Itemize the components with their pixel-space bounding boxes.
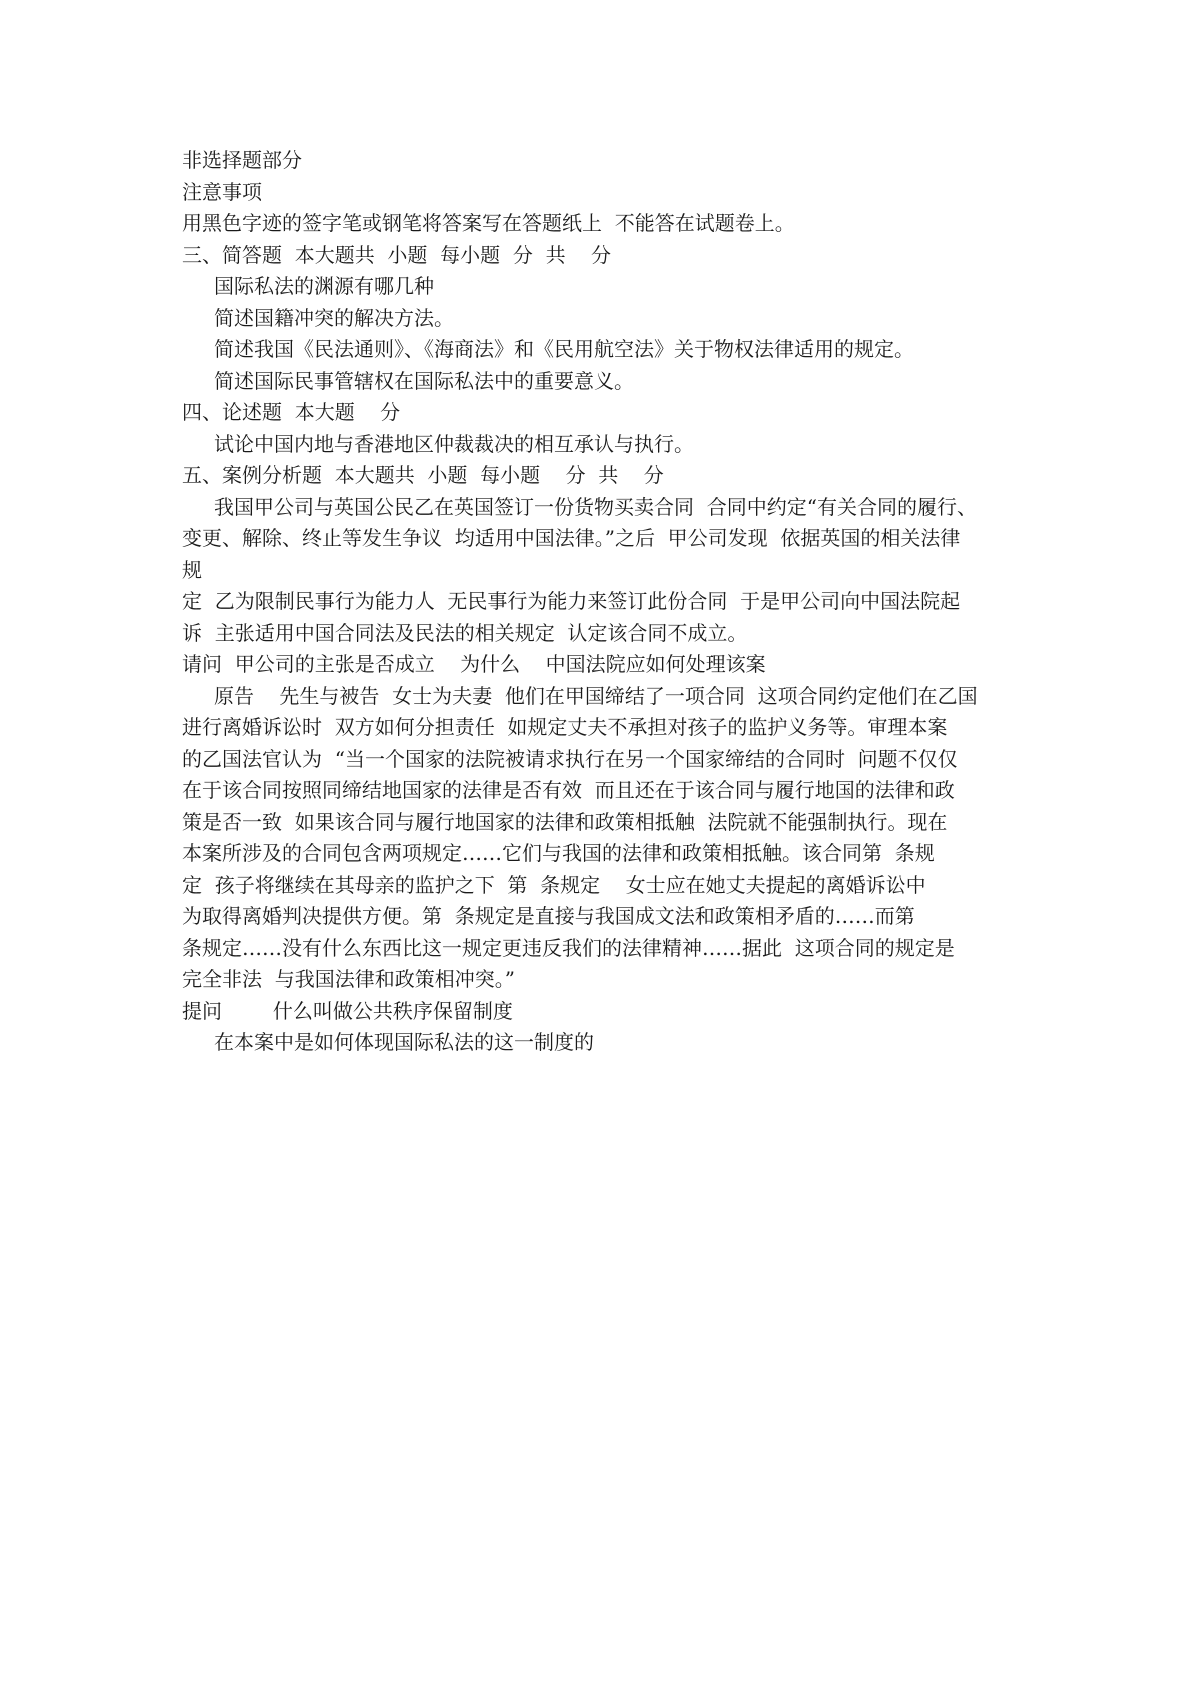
text-line: 五、案例分析题 本大题共 小题 每小题 分 共 分 (182, 463, 664, 487)
text-line: 变更、解除、终止等发生争议 均适用中国法律。”之后 甲公司发现 依据英国的相关法律 (182, 526, 961, 550)
text-line: 为取得离婚判决提供方便。第 条规定是直接与我国成文法和政策相矛盾的……而第 (182, 904, 915, 928)
text-line: 简述国际民事管辖权在国际私法中的重要意义。 (214, 368, 634, 393)
text-line: 试论中国内地与香港地区仲裁裁决的相互承认与执行。 (214, 431, 694, 456)
text-line: 在本案中是如何体现国际私法的这一制度的 (214, 1030, 594, 1054)
text-line: 定 乙为限制民事行为能力人 无民事行为能力来签订此份合同 于是甲公司向中国法院起 (182, 589, 961, 613)
document-body (182, 145, 1032, 1059)
text-line: 简述国籍冲突的解决方法。 (214, 305, 454, 330)
text-line: 用黑色字迹的签字笔或钢笔将答案写在答题纸上 不能答在试题卷上。 (182, 211, 795, 235)
text-line: 注意事项 (182, 179, 262, 204)
text-line: 请问 甲公司的主张是否成立 为什么 中国法院应如何处理该案 (182, 652, 766, 676)
text-line: 诉 主张适用中国合同法及民法的相关规定 认定该合同不成立。 (182, 620, 748, 645)
text-line: 定 孩子将继续在其母亲的监护之下 第 条规定 女士应在她丈夫提起的离婚诉讼中 (182, 872, 926, 897)
text-line: 条规定……没有什么东西比这一规定更违反我们的法律精神……据此 这项合同的规定是 (182, 935, 955, 960)
text-line: 在于该合同按照同缔结地国家的法律是否有效 而且还在于该合同与履行地国的法律和政 (182, 778, 955, 802)
text-line: 四、论述题 本大题 分 (182, 400, 401, 424)
text-line: 我国甲公司与英国公民乙在英国签订一份货物买卖合同 合同中约定“有关合同的履行、 (214, 494, 977, 519)
text-line: 提问 什么叫做公共秩序保留制度 (182, 998, 513, 1023)
text-line: 简述我国《民法通则》、《海商法》和《民用航空法》关于物权法律适用的规定。 (214, 337, 914, 361)
text-line: 三、简答题 本大题共 小题 每小题 分 共 分 (182, 242, 612, 267)
text-line: 策是否一致 如果该合同与履行地国家的法律和政策相抵触 法院就不能强制执行。现在 (182, 809, 948, 834)
text-line: 本案所涉及的合同包含两项规定……它们与我国的法律和政策相抵触。该合同第 条规 (182, 841, 935, 865)
text-line: 规 (182, 557, 202, 582)
text-line: 非选择题部分 (182, 148, 302, 172)
text-line: 原告 先生与被告 女士为夫妻 他们在甲国缔结了一项合同 这项合同约定他们在乙国 (214, 683, 978, 708)
text-line: 进行离婚诉讼时 双方如何分担责任 如规定丈夫不承担对孩子的监护义务等。审理本案 (182, 715, 948, 739)
text-line: 的乙国法官认为 “当一个国家的法院被请求执行在另一个国家缔结的合同时 问题不仅仅 (182, 746, 958, 771)
text-line: 完全非法 与我国法律和政策相冲突。” (182, 967, 515, 991)
text-line: 国际私法的渊源有哪几种 (214, 274, 434, 298)
